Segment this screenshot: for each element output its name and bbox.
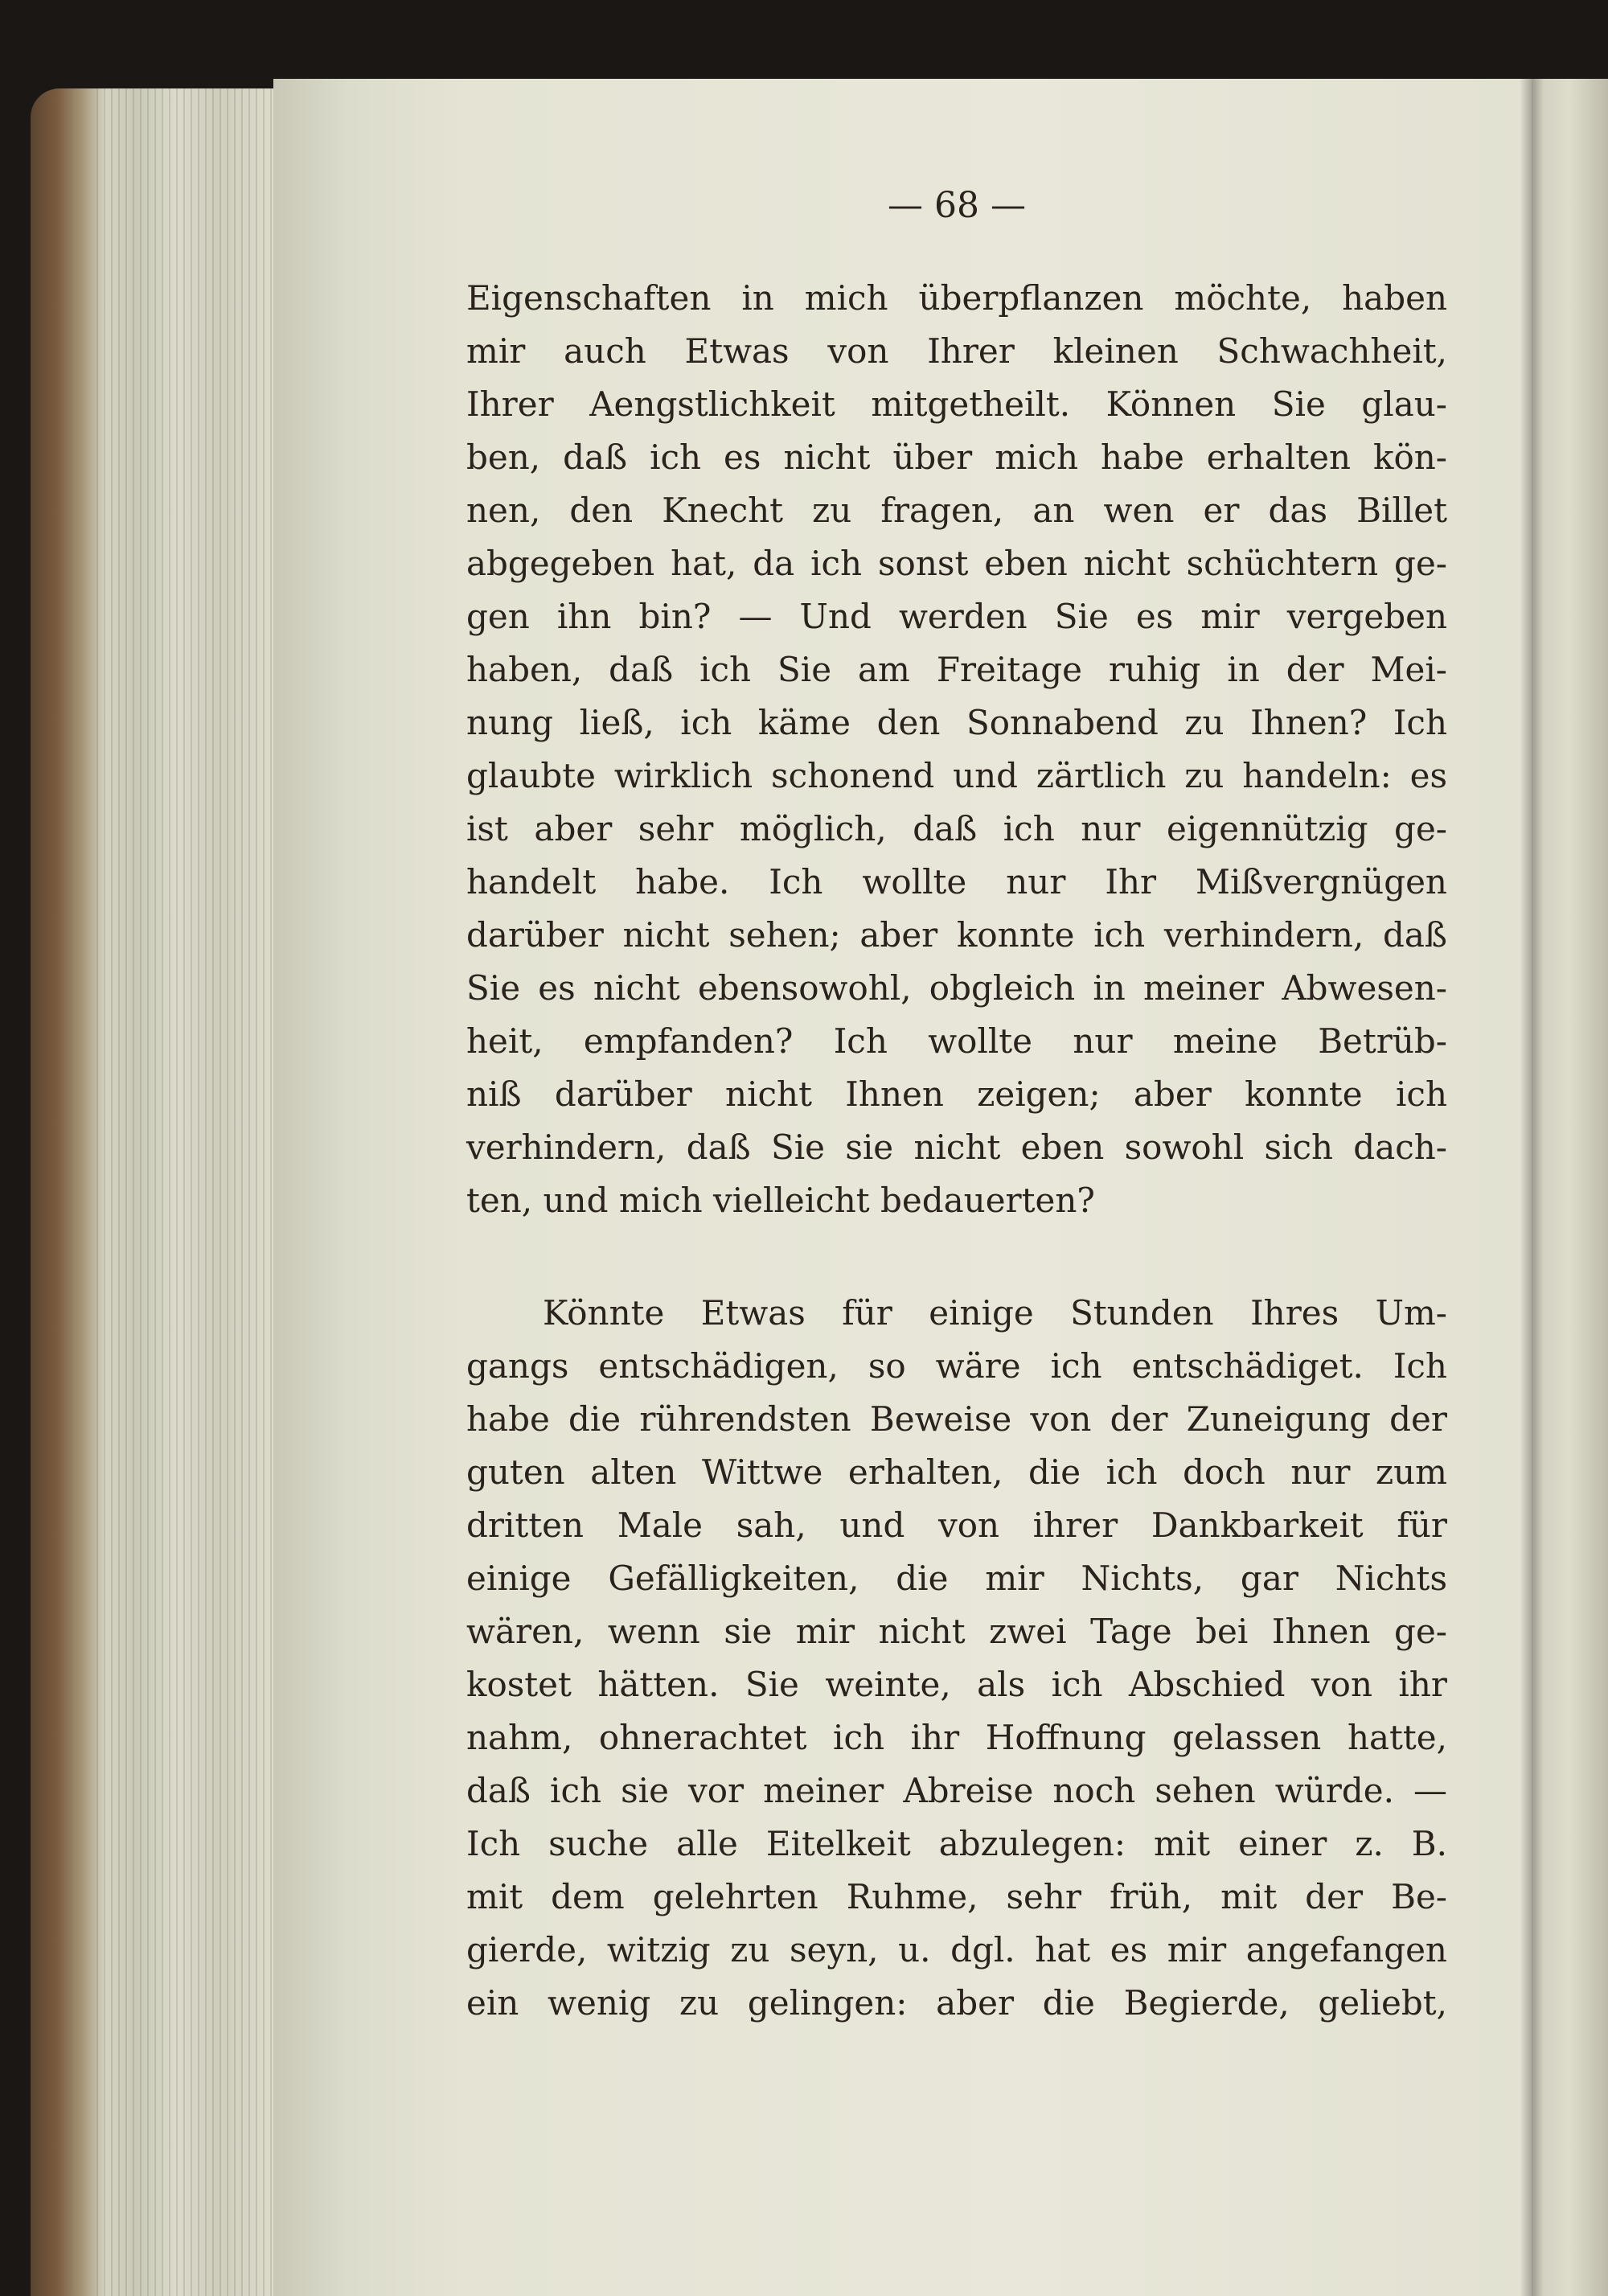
text-line: wären, wenn sie mir nicht zwei Tage bei Ihnen ge- — [466, 1612, 1447, 1651]
text-line: ten, und mich vielleicht bedauerten? — [466, 1181, 1095, 1220]
page-number: — 68 — — [888, 185, 1026, 226]
text-line: niß darüber nicht Ihnen zeigen; aber konnte ich — [466, 1074, 1447, 1114]
text-line: Könnte Etwas für einige Stunden Ihres Um- — [543, 1293, 1447, 1333]
text-line: darüber nicht sehen; aber konnte ich verhindern, daß — [466, 915, 1447, 955]
text-line: daß ich sie vor meiner Abreise noch sehen würde. — — [466, 1771, 1447, 1810]
text-line: einige Gefälligkeiten, die mir Nichts, gar Nichts — [466, 1559, 1447, 1598]
text-line: ein wenig zu gelingen: aber die Begierde, geliebt, — [466, 1983, 1447, 2023]
text-line: dritten Male sah, und von ihrer Dankbarkeit für — [466, 1505, 1447, 1545]
text-line: gangs entschädigen, so wäre ich entschädiget. Ich — [466, 1346, 1447, 1386]
text-line: verhindern, daß Sie sie nicht eben sowohl sich dach- — [466, 1127, 1447, 1167]
text-line: guten alten Wittwe erhalten, die ich doch nur zum — [466, 1452, 1447, 1492]
text-line: ist aber sehr möglich, daß ich nur eigennützig ge- — [466, 809, 1447, 848]
text-line: nen, den Knecht zu fragen, an wen er das Billet — [466, 491, 1447, 530]
text-line: mit dem gelehrten Ruhme, sehr früh, mit der Be- — [466, 1877, 1447, 1916]
text-line: habe die rührendsten Beweise von der Zuneigung der — [466, 1399, 1447, 1439]
text-line: nung ließ, ich käme den Sonnabend zu Ihnen? Ich — [466, 703, 1447, 742]
text-line: glaubte wirklich schonend und zärtlich zu handeln: es — [466, 756, 1447, 795]
text-line: Sie es nicht ebensowohl, obgleich in meiner Abwesen- — [466, 968, 1447, 1008]
gutter-shadow — [1520, 79, 1544, 2296]
text-line: abgegeben hat, da ich sonst eben nicht schüchtern ge- — [466, 544, 1447, 583]
text-line: nahm, ohnerachtet ich ihr Hoffnung gelassen hatte, — [466, 1718, 1447, 1757]
text-line: ben, daß ich es nicht über mich habe erhalten kön- — [466, 437, 1447, 477]
text-line: Eigenschaften in mich überpflanzen möchte, haben — [466, 278, 1447, 318]
text-line: mir auch Etwas von Ihrer kleinen Schwachheit, — [466, 331, 1447, 371]
page-edge-lines — [96, 88, 289, 2296]
text-line: haben, daß ich Sie am Freitage ruhig in der Mei- — [466, 650, 1447, 689]
text-line: gierde, witzig zu seyn, u. dgl. hat es mir angefangen — [466, 1930, 1447, 1969]
text-line: Ich suche alle Eitelkeit abzulegen: mit einer z. B. — [466, 1824, 1447, 1863]
text-line: heit, empfanden? Ich wollte nur meine Betrüb- — [466, 1021, 1447, 1061]
text-line: handelt habe. Ich wollte nur Ihr Mißvergnügen — [466, 862, 1447, 902]
text-line: Ihrer Aengstlichkeit mitgetheilt. Können Sie glau- — [466, 384, 1447, 424]
text-line: gen ihn bin? — Und werden Sie es mir vergeben — [466, 597, 1447, 636]
text-line: kostet hätten. Sie weinte, als ich Abschied von ihr — [466, 1665, 1447, 1704]
